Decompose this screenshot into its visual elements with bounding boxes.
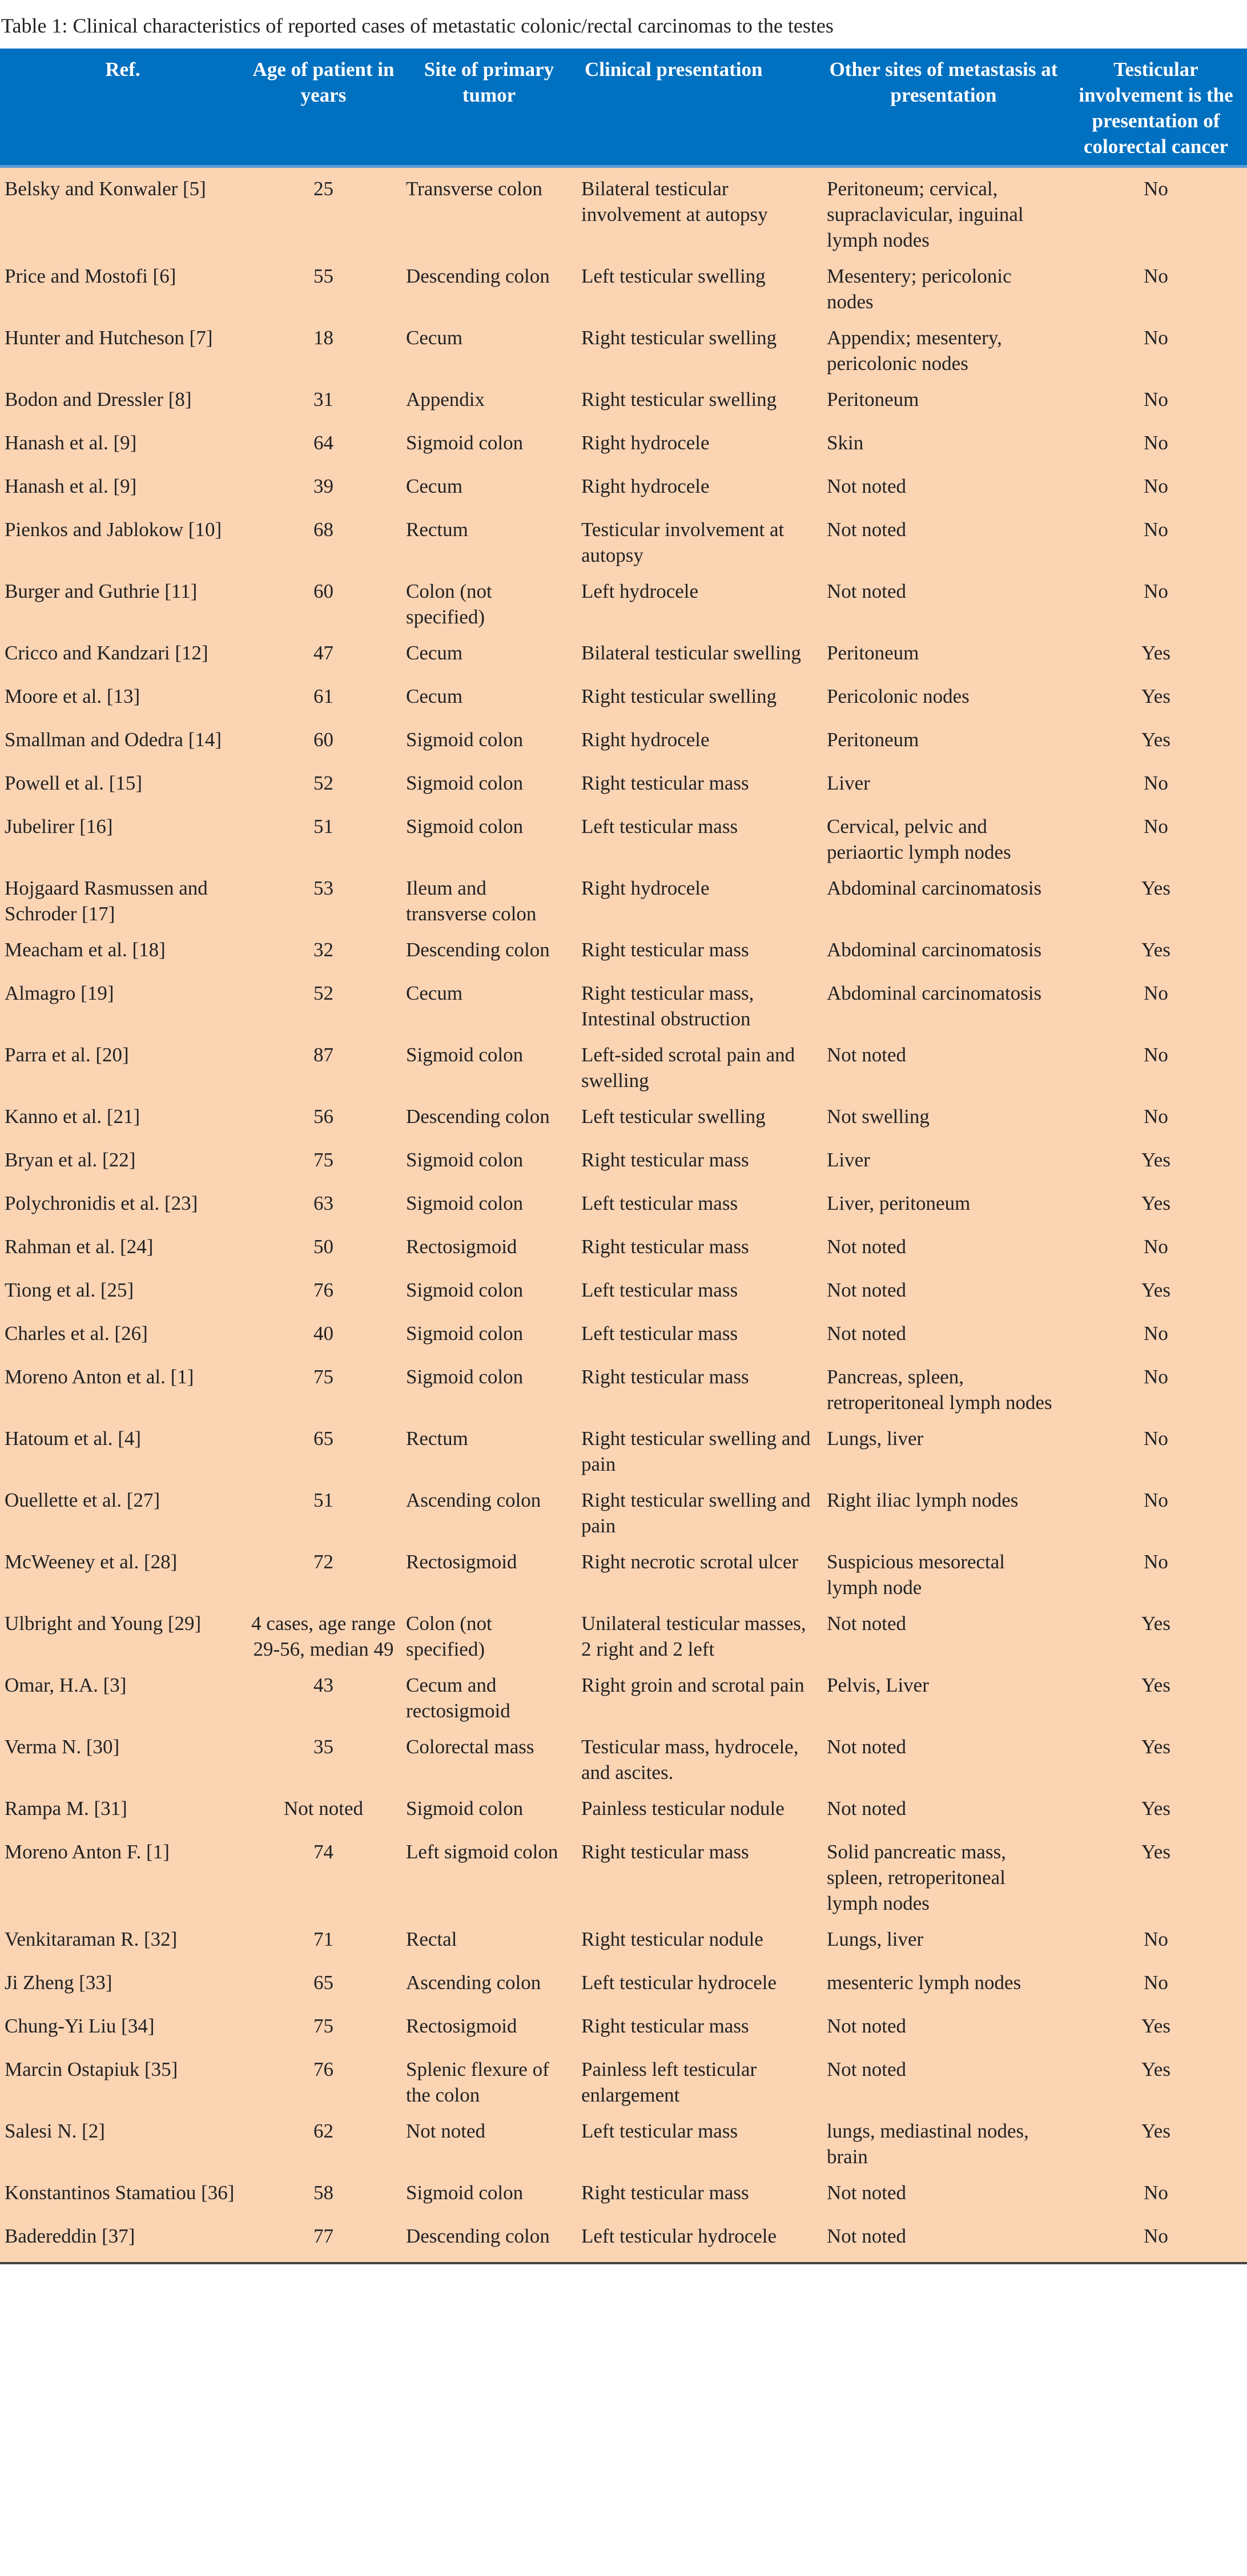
table-row — [0, 1483, 1247, 1544]
ref-cell: Bryan et al. [22] — [0, 1142, 246, 1186]
clinical-presentation-cell: Left testicular mass — [577, 809, 822, 871]
ref-cell: Meacham et al. [18] — [0, 932, 246, 976]
table-row — [0, 679, 1247, 722]
age-cell: 51 — [246, 1483, 401, 1544]
primary-site-cell: Sigmoid colon — [401, 1142, 577, 1186]
clinical-presentation-cell: Right groin and scrotal pain — [577, 1668, 822, 1729]
other-metastasis-cell: Not noted — [822, 2175, 1065, 2219]
testicular-presentation-cell: No — [1065, 809, 1247, 871]
clinical-presentation-cell: Right testicular nodule — [577, 1922, 822, 1965]
clinical-presentation-cell: Right testicular mass — [577, 1229, 822, 1273]
ref-cell: Powell et al. [15] — [0, 766, 246, 809]
testicular-presentation-cell: No — [1065, 469, 1247, 512]
age-cell: 74 — [246, 1834, 401, 1922]
clinical-presentation-cell: Right testicular swelling — [577, 382, 822, 425]
clinical-presentation-cell: Right testicular mass — [577, 2175, 822, 2219]
clinical-presentation-cell: Right testicular mass — [577, 766, 822, 809]
testicular-presentation-cell: Yes — [1065, 1668, 1247, 1729]
clinical-presentation-cell: Left testicular swelling — [577, 259, 822, 320]
table-row — [0, 320, 1247, 382]
testicular-presentation-cell: No — [1065, 425, 1247, 469]
table-row — [0, 1142, 1247, 1186]
ref-cell: Hanash et al. [9] — [0, 425, 246, 469]
header-age: Age of patient in years — [246, 49, 401, 167]
age-cell: 72 — [246, 1544, 401, 1606]
primary-site-cell: Left sigmoid colon — [401, 1834, 577, 1922]
testicular-presentation-cell: Yes — [1065, 1834, 1247, 1922]
clinical-presentation-cell: Right testicular mass, Intestinal obstruction — [577, 976, 822, 1037]
primary-site-cell: Cecum — [401, 635, 577, 679]
table-row — [0, 1791, 1247, 1834]
clinical-presentation-cell: Right testicular swelling and pain — [577, 1421, 822, 1483]
table-row — [0, 259, 1247, 320]
ref-cell: Venkitaraman R. [32] — [0, 1922, 246, 1965]
clinical-presentation-cell: Painless left testicular enlargement — [577, 2052, 822, 2114]
testicular-presentation-cell: No — [1065, 1229, 1247, 1273]
table-row — [0, 1606, 1247, 1668]
age-cell: 64 — [246, 425, 401, 469]
testicular-presentation-cell: No — [1065, 1965, 1247, 2009]
ref-cell: Jubelirer [16] — [0, 809, 246, 871]
ref-cell: Moore et al. [13] — [0, 679, 246, 722]
table-row — [0, 425, 1247, 469]
other-metastasis-cell: Abdominal carcinomatosis — [822, 871, 1065, 932]
primary-site-cell: Sigmoid colon — [401, 1186, 577, 1229]
primary-site-cell: Cecum and rectosigmoid — [401, 1668, 577, 1729]
other-metastasis-cell: Not swelling — [822, 1099, 1065, 1142]
age-cell: 58 — [246, 2175, 401, 2219]
age-cell: 35 — [246, 1729, 401, 1791]
table-row — [0, 382, 1247, 425]
testicular-presentation-cell: Yes — [1065, 2114, 1247, 2175]
clinical-presentation-cell: Unilateral testicular masses, 2 right and 2 left — [577, 1606, 822, 1668]
primary-site-cell: Transverse colon — [401, 167, 577, 259]
other-metastasis-cell: Not noted — [822, 2219, 1065, 2263]
age-cell: 75 — [246, 1359, 401, 1421]
clinical-presentation-cell: Left testicular hydrocele — [577, 2219, 822, 2263]
table-row — [0, 512, 1247, 574]
age-cell: 75 — [246, 2009, 401, 2052]
primary-site-cell: Sigmoid colon — [401, 809, 577, 871]
primary-site-cell: Descending colon — [401, 932, 577, 976]
other-metastasis-cell: Peritoneum — [822, 635, 1065, 679]
age-cell: 75 — [246, 1142, 401, 1186]
other-metastasis-cell: Not noted — [822, 469, 1065, 512]
primary-site-cell: Rectum — [401, 1421, 577, 1483]
testicular-presentation-cell: No — [1065, 1037, 1247, 1099]
testicular-presentation-cell: No — [1065, 1316, 1247, 1359]
other-metastasis-cell: Not noted — [822, 512, 1065, 574]
ref-cell: Hanash et al. [9] — [0, 469, 246, 512]
testicular-presentation-cell: No — [1065, 1483, 1247, 1544]
ref-cell: Price and Mostofi [6] — [0, 259, 246, 320]
age-cell: 60 — [246, 722, 401, 766]
primary-site-cell: Colorectal mass — [401, 1729, 577, 1791]
testicular-presentation-cell: Yes — [1065, 635, 1247, 679]
clinical-presentation-cell: Bilateral testicular involvement at autopsy — [577, 167, 822, 259]
testicular-presentation-cell: No — [1065, 1421, 1247, 1483]
other-metastasis-cell: Lungs, liver — [822, 1421, 1065, 1483]
table-row — [0, 1186, 1247, 1229]
table-row — [0, 766, 1247, 809]
primary-site-cell: Sigmoid colon — [401, 722, 577, 766]
header-row — [0, 49, 1247, 167]
table-row — [0, 1037, 1247, 1099]
table-row — [0, 1544, 1247, 1606]
table-row — [0, 1099, 1247, 1142]
ref-cell: Bodon and Dressler [8] — [0, 382, 246, 425]
table-row — [0, 1965, 1247, 2009]
other-metastasis-cell: Peritoneum — [822, 722, 1065, 766]
testicular-presentation-cell: Yes — [1065, 1791, 1247, 1834]
header-other-metastasis: Other sites of metastasis at presentation — [822, 49, 1065, 167]
clinical-presentation-cell: Left testicular mass — [577, 1186, 822, 1229]
clinical-presentation-cell: Right testicular swelling — [577, 679, 822, 722]
other-metastasis-cell: Mesentery; pericolonic nodes — [822, 259, 1065, 320]
age-cell: 39 — [246, 469, 401, 512]
testicular-presentation-cell: Yes — [1065, 2052, 1247, 2114]
primary-site-cell: Descending colon — [401, 2219, 577, 2263]
clinical-presentation-cell: Right testicular swelling — [577, 320, 822, 382]
other-metastasis-cell: Not noted — [822, 2052, 1065, 2114]
primary-site-cell: Sigmoid colon — [401, 1791, 577, 1834]
clinical-presentation-cell: Testicular mass, hydrocele, and ascites. — [577, 1729, 822, 1791]
ref-cell: Smallman and Odedra [14] — [0, 722, 246, 766]
table-row — [0, 1834, 1247, 1922]
testicular-presentation-cell: No — [1065, 1099, 1247, 1142]
table-row — [0, 574, 1247, 635]
testicular-presentation-cell: No — [1065, 2219, 1247, 2263]
table-row — [0, 932, 1247, 976]
ref-cell: Ji Zheng [33] — [0, 1965, 246, 2009]
testicular-presentation-cell: No — [1065, 1544, 1247, 1606]
testicular-presentation-cell: No — [1065, 574, 1247, 635]
table-row — [0, 2052, 1247, 2114]
age-cell: 65 — [246, 1421, 401, 1483]
ref-cell: Belsky and Konwaler [5] — [0, 167, 246, 259]
ref-cell: Kanno et al. [21] — [0, 1099, 246, 1142]
other-metastasis-cell: Abdominal carcinomatosis — [822, 976, 1065, 1037]
other-metastasis-cell: Not noted — [822, 1273, 1065, 1316]
primary-site-cell: Sigmoid colon — [401, 2175, 577, 2219]
primary-site-cell: Rectosigmoid — [401, 2009, 577, 2052]
age-cell: 55 — [246, 259, 401, 320]
primary-site-cell: Colon (not specified) — [401, 1606, 577, 1668]
primary-site-cell: Appendix — [401, 382, 577, 425]
other-metastasis-cell: Pancreas, spleen, retroperitoneal lymph nodes — [822, 1359, 1065, 1421]
ref-cell: Ouellette et al. [27] — [0, 1483, 246, 1544]
header-ref: Ref. — [0, 49, 246, 167]
age-cell: 53 — [246, 871, 401, 932]
ref-cell: Verma N. [30] — [0, 1729, 246, 1791]
clinical-presentation-cell: Right testicular swelling and pain — [577, 1483, 822, 1544]
table-row — [0, 2114, 1247, 2175]
primary-site-cell: Descending colon — [401, 1099, 577, 1142]
other-metastasis-cell: Not noted — [822, 574, 1065, 635]
age-cell: 63 — [246, 1186, 401, 1229]
clinical-presentation-cell: Right hydrocele — [577, 722, 822, 766]
age-cell: 40 — [246, 1316, 401, 1359]
table-caption: Table 1: Clinical characteristics of reported cases of metastatic colonic/rectal carcinomas to the testes — [1, 14, 834, 37]
testicular-presentation-cell: Yes — [1065, 1273, 1247, 1316]
ref-cell: Rahman et al. [24] — [0, 1229, 246, 1273]
ref-cell: Charles et al. [26] — [0, 1316, 246, 1359]
other-metastasis-cell: Not noted — [822, 1606, 1065, 1668]
testicular-presentation-cell: Yes — [1065, 1606, 1247, 1668]
primary-site-cell: Sigmoid colon — [401, 1359, 577, 1421]
testicular-presentation-cell: Yes — [1065, 1729, 1247, 1791]
clinical-presentation-cell: Right hydrocele — [577, 871, 822, 932]
primary-site-cell: Cecum — [401, 976, 577, 1037]
other-metastasis-cell: Pericolonic nodes — [822, 679, 1065, 722]
clinical-presentation-cell: Bilateral testicular swelling — [577, 635, 822, 679]
other-metastasis-cell: Peritoneum; cervical, supraclavicular, inguinal lymph nodes — [822, 167, 1065, 259]
primary-site-cell: Sigmoid colon — [401, 766, 577, 809]
clinical-presentation-cell: Right testicular mass — [577, 1359, 822, 1421]
other-metastasis-cell: Pelvis, Liver — [822, 1668, 1065, 1729]
ref-cell: Moreno Anton et al. [1] — [0, 1359, 246, 1421]
other-metastasis-cell: Cervical, pelvic and periaortic lymph nodes — [822, 809, 1065, 871]
ref-cell: Tiong et al. [25] — [0, 1273, 246, 1316]
other-metastasis-cell: mesenteric lymph nodes — [822, 1965, 1065, 2009]
ref-cell: Parra et al. [20] — [0, 1037, 246, 1099]
primary-site-cell: Sigmoid colon — [401, 1316, 577, 1359]
table-row — [0, 2009, 1247, 2052]
header-testicular-presentation: Testicular involvement is the presentation of colorectal cancer — [1065, 49, 1247, 167]
primary-site-cell: Cecum — [401, 320, 577, 382]
table-row — [0, 469, 1247, 512]
header-primary-site: Site of primary tumor — [401, 49, 577, 167]
table-row — [0, 1421, 1247, 1483]
testicular-presentation-cell: No — [1065, 382, 1247, 425]
primary-site-cell: Not noted — [401, 2114, 577, 2175]
testicular-presentation-cell: No — [1065, 320, 1247, 382]
testicular-presentation-cell: No — [1065, 1359, 1247, 1421]
age-cell: 31 — [246, 382, 401, 425]
age-cell: 68 — [246, 512, 401, 574]
clinical-presentation-cell: Right testicular mass — [577, 932, 822, 976]
other-metastasis-cell: Not noted — [822, 1316, 1065, 1359]
table-row — [0, 1729, 1247, 1791]
primary-site-cell: Ascending colon — [401, 1965, 577, 2009]
table-row — [0, 2175, 1247, 2219]
clinical-presentation-cell: Left-sided scrotal pain and swelling — [577, 1037, 822, 1099]
table-row — [0, 1229, 1247, 1273]
testicular-presentation-cell: Yes — [1065, 1186, 1247, 1229]
age-cell: 32 — [246, 932, 401, 976]
age-cell: 25 — [246, 167, 401, 259]
age-cell: 56 — [246, 1099, 401, 1142]
testicular-presentation-cell: Yes — [1065, 871, 1247, 932]
table-row — [0, 976, 1247, 1037]
other-metastasis-cell: Liver, peritoneum — [822, 1186, 1065, 1229]
ref-cell: Salesi N. [2] — [0, 2114, 246, 2175]
ref-cell: Omar, H.A. [3] — [0, 1668, 246, 1729]
age-cell: 50 — [246, 1229, 401, 1273]
other-metastasis-cell: Peritoneum — [822, 382, 1065, 425]
ref-cell: Hatoum et al. [4] — [0, 1421, 246, 1483]
ref-cell: Hojgaard Rasmussen and Schroder [17] — [0, 871, 246, 932]
table-row — [0, 871, 1247, 932]
clinical-presentation-cell: Left testicular mass — [577, 2114, 822, 2175]
other-metastasis-cell: Not noted — [822, 1037, 1065, 1099]
clinical-presentation-cell: Right testicular mass — [577, 2009, 822, 2052]
other-metastasis-cell: Not noted — [822, 1229, 1065, 1273]
clinical-presentation-cell: Right hydrocele — [577, 425, 822, 469]
table-body — [0, 167, 1247, 2264]
age-cell: 51 — [246, 809, 401, 871]
other-metastasis-cell: Lungs, liver — [822, 1922, 1065, 1965]
primary-site-cell: Sigmoid colon — [401, 425, 577, 469]
primary-site-cell: Rectum — [401, 512, 577, 574]
other-metastasis-cell: Abdominal carcinomatosis — [822, 932, 1065, 976]
clinical-presentation-cell: Painless testicular nodule — [577, 1791, 822, 1834]
clinical-presentation-cell: Left testicular mass — [577, 1273, 822, 1316]
other-metastasis-cell: Appendix; mesentery, pericolonic nodes — [822, 320, 1065, 382]
clinical-presentation-cell: Right hydrocele — [577, 469, 822, 512]
clinical-presentation-cell: Left testicular hydrocele — [577, 1965, 822, 2009]
other-metastasis-cell: lungs, mediastinal nodes, brain — [822, 2114, 1065, 2175]
clinical-presentation-cell: Right testicular mass — [577, 1834, 822, 1922]
age-cell: 76 — [246, 2052, 401, 2114]
age-cell: 76 — [246, 1273, 401, 1316]
clinical-presentation-cell: Right testicular mass — [577, 1142, 822, 1186]
testicular-presentation-cell: No — [1065, 2175, 1247, 2219]
age-cell: 71 — [246, 1922, 401, 1965]
other-metastasis-cell: Liver — [822, 1142, 1065, 1186]
age-cell: 52 — [246, 766, 401, 809]
testicular-presentation-cell: Yes — [1065, 1142, 1247, 1186]
ref-cell: Polychronidis et al. [23] — [0, 1186, 246, 1229]
primary-site-cell: Cecum — [401, 679, 577, 722]
primary-site-cell: Splenic flexure of the colon — [401, 2052, 577, 2114]
testicular-presentation-cell: No — [1065, 766, 1247, 809]
age-cell: 43 — [246, 1668, 401, 1729]
table-row — [0, 635, 1247, 679]
ref-cell: McWeeney et al. [28] — [0, 1544, 246, 1606]
primary-site-cell: Cecum — [401, 469, 577, 512]
other-metastasis-cell: Skin — [822, 425, 1065, 469]
ref-cell: Cricco and Kandzari [12] — [0, 635, 246, 679]
ref-cell: Ulbright and Young [29] — [0, 1606, 246, 1668]
age-cell: 18 — [246, 320, 401, 382]
clinical-presentation-cell: Left testicular swelling — [577, 1099, 822, 1142]
table-row — [0, 1273, 1247, 1316]
table-row — [0, 722, 1247, 766]
age-cell: 60 — [246, 574, 401, 635]
other-metastasis-cell: Solid pancreatic mass, spleen, retroperitoneal lymph nodes — [822, 1834, 1065, 1922]
testicular-presentation-cell: Yes — [1065, 932, 1247, 976]
testicular-presentation-cell: Yes — [1065, 722, 1247, 766]
testicular-presentation-cell: Yes — [1065, 679, 1247, 722]
primary-site-cell: Rectosigmoid — [401, 1229, 577, 1273]
ref-cell: Chung-Yi Liu [34] — [0, 2009, 246, 2052]
primary-site-cell: Ascending colon — [401, 1483, 577, 1544]
primary-site-cell: Rectal — [401, 1922, 577, 1965]
ref-cell: Almagro [19] — [0, 976, 246, 1037]
testicular-presentation-cell: No — [1065, 976, 1247, 1037]
other-metastasis-cell: Suspicious mesorectal lymph node — [822, 1544, 1065, 1606]
table-row — [0, 1922, 1247, 1965]
table-row — [0, 1668, 1247, 1729]
age-cell: Not noted — [246, 1791, 401, 1834]
other-metastasis-cell: Right iliac lymph nodes — [822, 1483, 1065, 1544]
table-row — [0, 2219, 1247, 2263]
primary-site-cell: Sigmoid colon — [401, 1273, 577, 1316]
other-metastasis-cell: Not noted — [822, 1791, 1065, 1834]
ref-cell: Marcin Ostapiuk [35] — [0, 2052, 246, 2114]
age-cell: 65 — [246, 1965, 401, 2009]
clinical-presentation-cell: Right necrotic scrotal ulcer — [577, 1544, 822, 1606]
clinical-presentation-cell: Testicular involvement at autopsy — [577, 512, 822, 574]
age-cell: 87 — [246, 1037, 401, 1099]
testicular-presentation-cell: No — [1065, 1922, 1247, 1965]
primary-site-cell: Colon (not specified) — [401, 574, 577, 635]
age-cell: 77 — [246, 2219, 401, 2263]
table-row — [0, 1316, 1247, 1359]
header-clinical-presentation: Clinical presentation — [577, 49, 822, 167]
age-cell: 47 — [246, 635, 401, 679]
primary-site-cell: Rectosigmoid — [401, 1544, 577, 1606]
clinical-presentation-cell: Left testicular mass — [577, 1316, 822, 1359]
testicular-presentation-cell: No — [1065, 512, 1247, 574]
table-row — [0, 809, 1247, 871]
age-cell: 52 — [246, 976, 401, 1037]
clinical-presentation-cell: Left hydrocele — [577, 574, 822, 635]
ref-cell: Moreno Anton F. [1] — [0, 1834, 246, 1922]
testicular-presentation-cell: No — [1065, 167, 1247, 259]
ref-cell: Pienkos and Jablokow [10] — [0, 512, 246, 574]
testicular-presentation-cell: No — [1065, 259, 1247, 320]
other-metastasis-cell: Not noted — [822, 2009, 1065, 2052]
ref-cell: Badereddin [37] — [0, 2219, 246, 2263]
primary-site-cell: Ileum and transverse colon — [401, 871, 577, 932]
other-metastasis-cell: Not noted — [822, 1729, 1065, 1791]
ref-cell: Burger and Guthrie [11] — [0, 574, 246, 635]
testicular-presentation-cell: Yes — [1065, 2009, 1247, 2052]
table-row — [0, 167, 1247, 259]
age-cell: 4 cases, age range 29-56, median 49 — [246, 1606, 401, 1668]
primary-site-cell: Descending colon — [401, 259, 577, 320]
age-cell: 61 — [246, 679, 401, 722]
ref-cell: Hunter and Hutcheson [7] — [0, 320, 246, 382]
table-row — [0, 1359, 1247, 1421]
clinical-characteristics-table — [0, 49, 1247, 2264]
other-metastasis-cell: Liver — [822, 766, 1065, 809]
ref-cell: Konstantinos Stamatiou [36] — [0, 2175, 246, 2219]
primary-site-cell: Sigmoid colon — [401, 1037, 577, 1099]
age-cell: 62 — [246, 2114, 401, 2175]
ref-cell: Rampa M. [31] — [0, 1791, 246, 1834]
table-header — [0, 49, 1247, 167]
